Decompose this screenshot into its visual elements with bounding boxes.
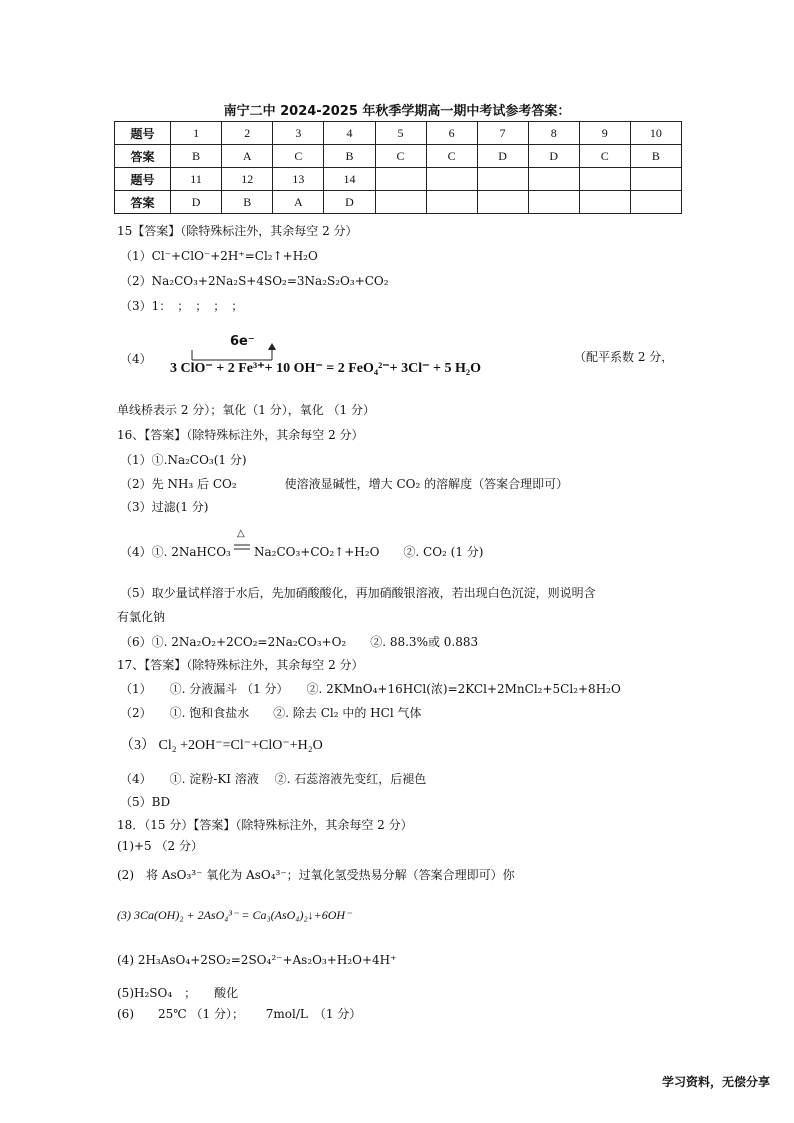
table-cell: B (324, 145, 375, 168)
equals-double-bar (234, 543, 250, 553)
q15-answer-4-prefix: （4） (120, 352, 152, 366)
q16-answer-1: （1）①.Na₂CO₃(1 分) (120, 453, 247, 467)
table-cell: D (477, 145, 528, 168)
q17-answer-2: （2） ①. 饱和食盐水 ②. 除去 Cl₂ 中的 HCl 气体 (120, 706, 422, 720)
heat-symbol: △ (237, 528, 245, 539)
answer-table (114, 121, 682, 214)
table-row (115, 145, 682, 168)
q18-answer-3: (3) 3Ca(OH)₂ + 2AsO₄³⁻ = Ca₃(AsO₄)₂↓+6OH⁻ (117, 908, 352, 922)
table-cell: C (426, 145, 477, 168)
electron-transfer-label: 6e⁻ (230, 334, 255, 349)
table-cell: 11 (171, 168, 222, 191)
table-cell: 9 (579, 122, 630, 145)
table-cell: B (630, 145, 681, 168)
page-title: 南宁二中 2024-2025 年秋季学期高一期中考试参考答案： (223, 104, 571, 119)
table-row (115, 168, 682, 191)
table-cell: 2 (222, 122, 273, 145)
q18-answer-2: (2) 将 AsO₃³⁻ 氧化为 AsO₄³⁻；过氧化氢受热易分解（答案合理即可）你 (117, 868, 515, 882)
footer-note: 学习资料，无偿分享 (661, 1075, 770, 1089)
row-label: 题号 (115, 122, 171, 145)
row-label: 题号 (115, 168, 171, 191)
q18-heading: 18．（15 分）【答案】（除特殊标注外，其余每空 2 分） (117, 818, 413, 832)
table-cell: C (579, 145, 630, 168)
table-cell: 14 (324, 168, 375, 191)
table-cell (579, 191, 630, 214)
table-cell: B (222, 191, 273, 214)
table-cell: D (171, 191, 222, 214)
table-cell (477, 168, 528, 191)
q17-answer-1: （1） ①. 分液漏斗 （1 分） ②. 2KMnO₄+16HCl(浓)=2KCl+2MnCl₂+5Cl₂+8H₂O (120, 682, 621, 696)
table-row (115, 191, 682, 214)
table-cell (630, 191, 681, 214)
table-cell: D (324, 191, 375, 214)
table-cell: 7 (477, 122, 528, 145)
table-cell (375, 168, 426, 191)
table-cell: 13 (273, 168, 324, 191)
table-cell (630, 168, 681, 191)
q16-answer-5-line-1: （5）取少量试样溶于水后，先加硝酸酸化，再加硝酸银溶液，若出现白色沉淀，则说明含 (120, 586, 596, 600)
table-cell (477, 191, 528, 214)
table-cell: B (171, 145, 222, 168)
table-cell: 5 (375, 122, 426, 145)
q16-answer-5-line-2: 有氯化钠 (117, 610, 166, 624)
q17-answer-3: （3） Cl₂ +2OH⁻=Cl⁻+ClO⁻+H₂O (120, 738, 323, 753)
q15-answer-4-note: （配平系数 2 分， (574, 350, 674, 364)
q16-answer-6: （6）①. 2Na₂O₂+2CO₂=2Na₂CO₃+O₂ ②. 88.3%或 0.883 (120, 635, 479, 649)
table-cell (426, 191, 477, 214)
table-cell (426, 168, 477, 191)
q18-answer-1: (1)+5 （2 分） (117, 839, 203, 853)
row-label: 答案 (115, 145, 171, 168)
table-cell: 4 (324, 122, 375, 145)
q17-heading: 17、【答案】（除特殊标注外，其余每空 2 分） (117, 658, 364, 672)
q17-answer-5: （5）BD (120, 795, 171, 809)
table-cell: C (273, 145, 324, 168)
table-cell: 1 (171, 122, 222, 145)
table-cell: 8 (528, 122, 579, 145)
table-cell (579, 168, 630, 191)
table-row (115, 122, 682, 145)
q18-answer-4: (4) 2H₃AsO₄+2SO₂=2SO₄²⁻+As₂O₃+H₂O+4H⁺ (117, 953, 397, 967)
q16-answer-4-part-b: Na₂CO₃+CO₂↑+H₂O ②. CO₂ (1 分) (254, 545, 484, 559)
q15-answer-3: （3）1： ； ； ； ； (120, 299, 244, 313)
table-cell: 3 (273, 122, 324, 145)
table-cell: A (273, 191, 324, 214)
table-cell: A (222, 145, 273, 168)
q15-answer-1: （1）Cl⁻+ClO⁻+2H⁺=Cl₂↑+H₂O (120, 249, 318, 263)
table-cell: 6 (426, 122, 477, 145)
table-cell (528, 168, 579, 191)
q18-answer-6: (6) 25℃ （1 分）； 7mol/L （1 分） (117, 1007, 362, 1021)
q15-answer-2: （2）Na₂CO₃+2Na₂S+4SO₂=3Na₂S₂O₃+CO₂ (120, 274, 389, 288)
table-cell: 10 (630, 122, 681, 145)
q15-redox-equation: 3 ClO⁻ + 2 Fe³⁺+ 10 OH⁻ = 2 FeO₄²⁻+ 3Cl⁻ + 5 H₂O (170, 361, 481, 376)
table-cell (528, 191, 579, 214)
q16-heading: 16、【答案】（除特殊标注外，其余每空 2 分） (117, 428, 364, 442)
table-cell: D (528, 145, 579, 168)
q15-answer-4-continuation: 单线桥表示 2 分）；氧化（1 分），氧化 （1 分） (117, 403, 375, 417)
table-cell (375, 191, 426, 214)
row-label: 答案 (115, 191, 171, 214)
q18-answer-5: (5)H₂SO₄ ； 酸化 (117, 986, 239, 1000)
table-cell: C (375, 145, 426, 168)
q16-answer-4-part-a: （4）①. 2NaHCO₃ (120, 545, 231, 559)
q17-answer-4: （4） ①. 淀粉-KI 溶液 ②. 石蕊溶液先变红，后褪色 (120, 772, 427, 786)
q15-heading: 15【答案】（除特殊标注外，其余每空 2 分） (117, 224, 358, 238)
q16-answer-3: （3）过滤(1 分) (120, 500, 209, 514)
q16-answer-2: （2）先 NH₃ 后 CO₂ 使溶液显碱性，增大 CO₂ 的溶解度（答案合理即可） (120, 477, 569, 491)
table-cell: 12 (222, 168, 273, 191)
